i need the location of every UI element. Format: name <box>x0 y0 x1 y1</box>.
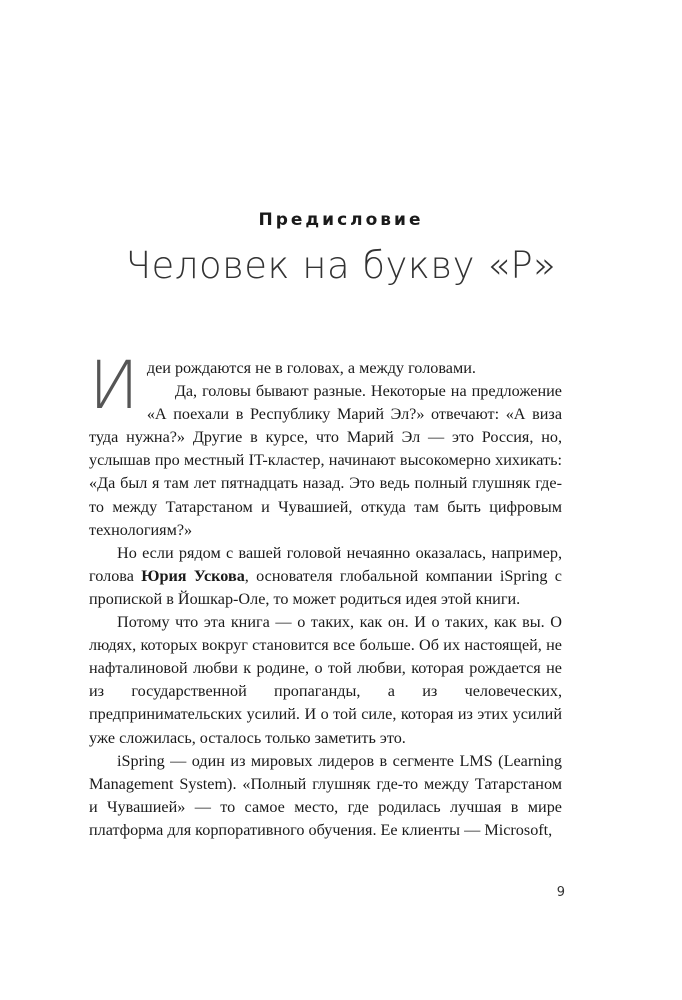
paragraph-2-end: , основателя глобальной компании iSpring с пропиской в Йошкар-Оле, то может родиться идея этой книги. <box>89 566 562 608</box>
paragraph-1-continued: Да, головы бывают разные. Некоторые на предложение «А поехали в Республику Марий Эл?» отвечают: «А виза туда нужна?» Другие в курсе, что Марий Эл — это Россия, но, услышав про местный IT-кластер, начинают высокомерно хихикать: «Да был я там лет пятнадцать назад. Это ведь полный глушняк где-то между Татарстаном и Чувашией, откуда там быть цифровым технологиям?» <box>89 382 562 539</box>
page-number: 9 <box>556 885 565 900</box>
paragraph-3: Потому что эта книга — о таких, как он. И о таких, как вы. О людях, которых вокруг становится все больше. Об их настоящей, не нафталиновой любви к родине, о той любви, которая рождается не из государственной пропаганды, а из человеческих, предпринимательских усилий. И о той силе, которая из этих усилий уже сложилась, осталось только заметить это. <box>89 613 562 747</box>
paragraph-4: iSpring — один из мировых лидеров в сегменте LMS (Learning Management System). «Полный глушняк где-то между Татарстаном и Чувашией» — то самое место, где родилась лучшая в мире платформа для корпоративного обучения. Ее клиенты — Microsoft, <box>89 751 562 839</box>
chapter-title: Человек на букву «Р» <box>125 244 557 287</box>
paragraph-2-start: Но если рядом с вашей головой нечаянно оказалась, например, голова <box>89 543 562 585</box>
paragraph-1-line-1: деи рождаются не в головах, а между головами. <box>146 359 476 377</box>
paragraph-2 <box>89 542 562 611</box>
body-text <box>89 347 562 842</box>
section-kicker: Предисловие <box>258 210 424 230</box>
paragraph-1 <box>89 347 562 424</box>
drop-cap: И <box>89 347 139 424</box>
bold-name: Юрия Ускова <box>141 566 245 585</box>
